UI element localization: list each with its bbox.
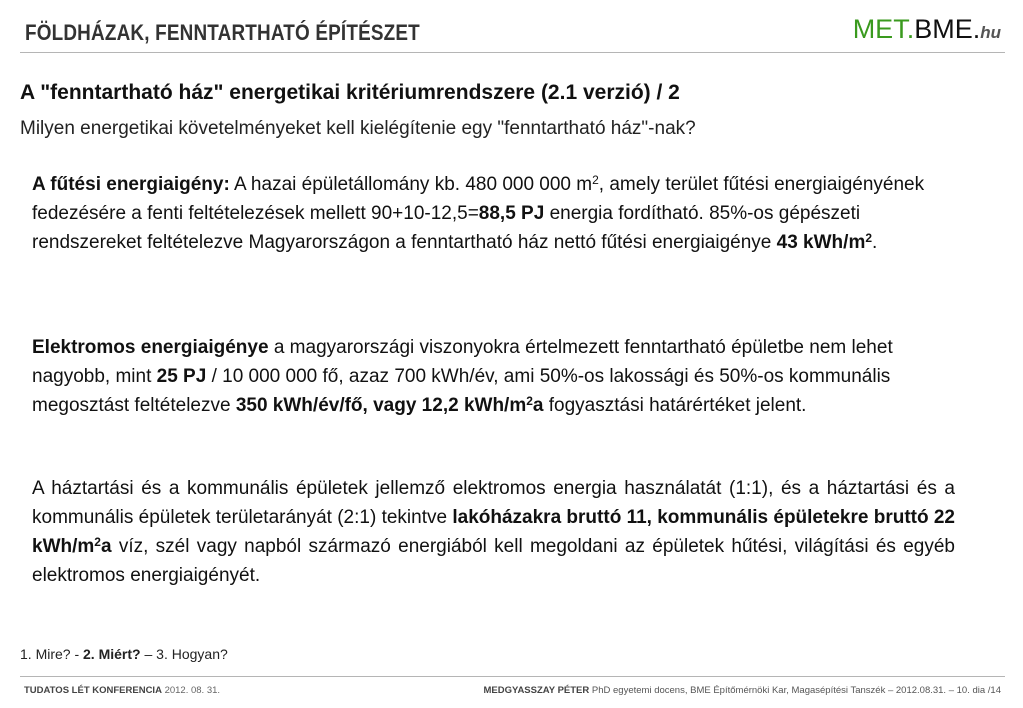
footer-conference-name: TUDATOS LÉT KONFERENCIA bbox=[24, 685, 162, 696]
p2-text-1: a magyarországi viszonyokra értelmezett fenntartható épületbe nem lehet nagyobb, mint bbox=[32, 337, 893, 387]
met-bme-logo bbox=[853, 14, 1001, 45]
header-divider bbox=[20, 52, 1005, 53]
footer-author-details: PhD egyetemi docens, BME Építőmérnöki Kar, Magasépítési Tanszék – 2012.08.31. – 10. dia /14 bbox=[589, 685, 1001, 696]
section-navigation bbox=[20, 646, 228, 662]
p1-text-1: A hazai épületállomány kb. 480 000 000 m bbox=[229, 174, 593, 195]
p1-sup-1: 2 bbox=[592, 173, 599, 187]
p3-text-1: A háztartási és a kommunális épületek jellemző elektromos energia használatát (1:1), és a háztartási és a kommunális épületek területarányát (2:1) tekintve bbox=[32, 478, 955, 528]
footer-author bbox=[483, 685, 1001, 696]
electric-energy-paragraph bbox=[32, 333, 955, 420]
logo-hu: hu bbox=[980, 23, 1001, 42]
p2-text-3: fogyasztási határértéket jelent. bbox=[543, 395, 807, 416]
footer-author-name: MEDGYASSZAY PÉTER bbox=[483, 685, 590, 696]
slide-heading: A "fenntartható ház" energetikai kritériumrendszere (2.1 verzió) / 2 bbox=[20, 81, 680, 104]
p1-text-2: , amely terület fűtési energiaigényének fedezésére a fenti feltételezések mellett 90+10-12,5= bbox=[32, 174, 925, 224]
p1-text-3: energia fordítható. 85%-os gépészeti rendszereket feltételezve Magyarországon a fenntartható ház nettó fűtési energiaigénye bbox=[32, 203, 861, 253]
nav-item-hogyan: – 3. Hogyan? bbox=[140, 646, 228, 662]
footer-divider bbox=[20, 676, 1005, 677]
logo-met: MET. bbox=[852, 14, 915, 44]
logo-bme: BME. bbox=[914, 14, 981, 44]
nav-item-mire: 1. Mire? - bbox=[20, 646, 84, 662]
heating-lead: A fűtési energiaigény: bbox=[32, 174, 230, 195]
p1-text-4: . bbox=[872, 232, 878, 253]
p1-bold-kwh: 43 kWh/$m^2$ bbox=[776, 231, 873, 253]
footer-conference-date: 2012. 08. 31. bbox=[161, 685, 221, 696]
nav-item-miert: 2. Miért? bbox=[83, 646, 141, 662]
footer-conference bbox=[24, 685, 220, 696]
p3-text-2: víz, szél vagy napból származó energiából kell megoldani az épületek hűtési, világítási és egyéb elektromos energiaigényét. bbox=[32, 536, 955, 586]
electric-usage-paragraph bbox=[32, 474, 955, 590]
p1-bold-pj: 88,5 PJ bbox=[478, 203, 545, 224]
p2-text-2: / 10 000 000 fő, azaz 700 kWh/év, ami 50%-os lakossági és 50%-os kommunális megosztást feltételezve bbox=[32, 366, 891, 416]
p3-bold-values: lakóházakra bruttó 11, kommunális épületekre bruttó 22 kWh/$m^2a$ bbox=[32, 507, 955, 557]
electric-lead: Elektromos energiaigénye bbox=[32, 337, 269, 358]
slide-section-title: FÖLDHÁZAK, FENNTARTHATÓ ÉPÍTÉSZET bbox=[25, 20, 420, 45]
heating-energy-paragraph bbox=[32, 170, 955, 257]
p2-bold-pj: 25 PJ bbox=[156, 366, 207, 387]
slide-subheading: Milyen energetikai követelményeket kell kielégítenie egy "fenntartható ház"-nak? bbox=[20, 118, 696, 139]
p2-bold-limit: 350 kWh/év/fő, vagy 12,2 kWh/$m^2a$ bbox=[235, 394, 544, 416]
